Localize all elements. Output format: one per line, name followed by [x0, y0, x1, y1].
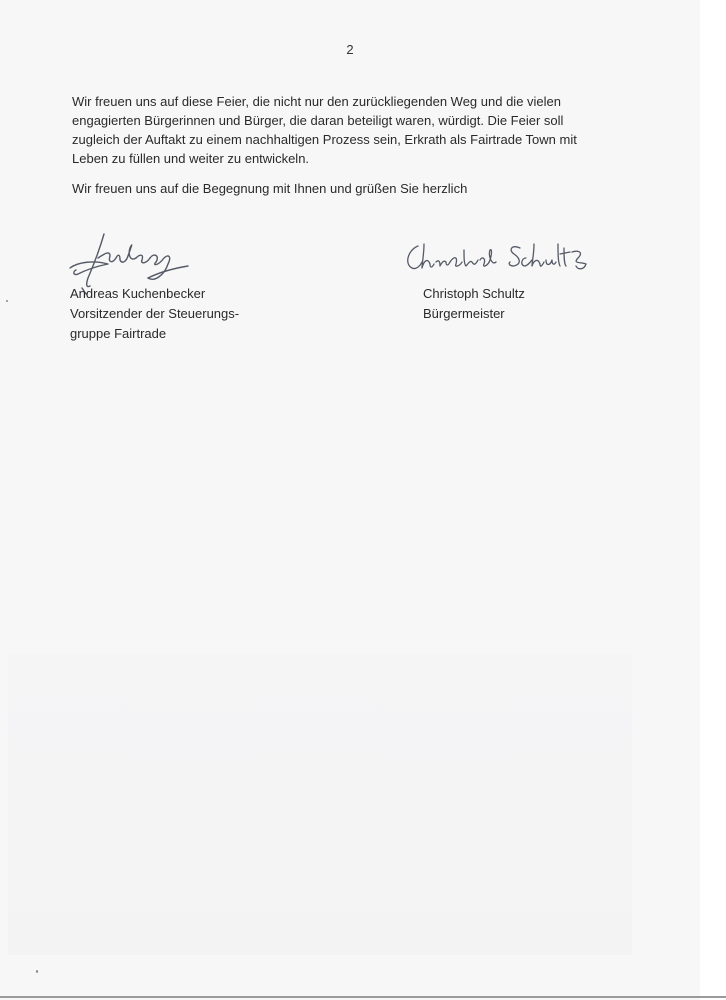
body-paragraph: Wir freuen uns auf diese Feier, die nicht nur den zurückliegenden Weg und die vielen engagierten Bürgerinnen und Bürger, die daran beteiligt waren, würdigt. Die Feier soll zugleich der Auftakt zu einem nachhaltigen Prozess sein, Erkrath als Fairtrade Town mit Leben zu füllen und weiter zu entwickeln.	[72, 94, 577, 166]
scan-fold-shadow	[8, 655, 632, 955]
signatory-right-role: Bürgermeister	[423, 306, 505, 321]
signatory-right-name: Christoph Schultz	[423, 286, 525, 301]
page-number: 2	[346, 42, 354, 57]
scan-speck	[36, 970, 38, 973]
signatory-right	[423, 284, 525, 324]
signatory-left-name: Andreas Kuchenbecker	[70, 286, 206, 301]
signatory-left	[70, 284, 239, 344]
signatory-left-role: Vorsitzender der Steuerungs-	[70, 306, 240, 321]
scan-edge-line	[0, 996, 726, 998]
signatory-left-role-continued: gruppe Fairtrade	[70, 326, 167, 341]
signature-right-image	[400, 236, 590, 276]
scan-speck	[6, 300, 8, 302]
closing-paragraph: Wir freuen uns auf die Begegnung mit Ihnen und grüßen Sie herzlich	[72, 181, 468, 196]
scan-margin	[700, 0, 726, 1000]
